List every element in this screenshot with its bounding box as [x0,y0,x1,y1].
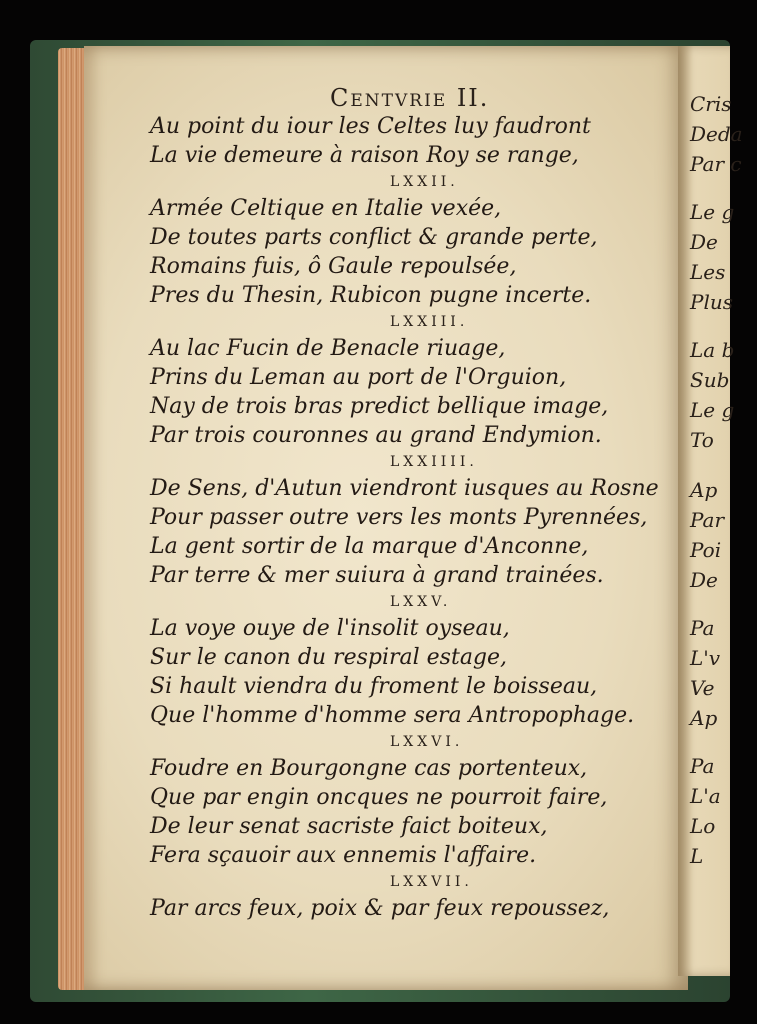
facing-page-fragment: La b [690,338,735,362]
verse-line: Pour passer outre vers les monts Pyrennées, [150,505,648,530]
facing-page-fragment: Le g [690,398,735,422]
verse-line: Armée Celtique en Italie vexée, [150,196,502,221]
verse-line: De leur senat sacriste faict boiteux, [150,814,548,839]
verse-line: Par terre & mer suiura à grand trainées. [150,563,604,588]
facing-page-fragment: Lo [690,814,716,838]
facing-page-fragment: Les [690,260,726,284]
facing-page-fragment: L'a [690,784,721,808]
verse-line: Foudre en Bourgongne cas portenteux, [150,756,588,781]
facing-page-fragment: Sub [690,368,730,392]
verse-line: Fera sçauoir aux ennemis l'affaire. [150,843,537,868]
verse-line: Romains fuis, ô Gaule repoulsée, [150,254,517,279]
facing-page-fragment: Le g [690,200,735,224]
quatrain-number: LXXV. [390,594,452,610]
quatrain-number: LXXVI. [390,734,464,750]
facing-page-fragment: Deda [690,122,743,146]
facing-page-fragment: Pa [690,616,715,640]
facing-page-fragment: Plus [690,290,733,314]
facing-page-fragment: L [690,844,704,868]
verse-line: Au point du iour les Celtes luy faudront [150,114,591,139]
facing-page-fragment: Ap [690,706,718,730]
verse-line: Par arcs feux, poix & par feux repoussez, [150,896,610,921]
facing-page-fragment: To [690,428,714,452]
verse-line: Que l'homme d'homme sera Antropophage. [150,703,635,728]
verse-line: De Sens, d'Autun viendront iusques au Rosne [150,476,659,501]
facing-page-fragment: L'v [690,646,721,670]
verse-line: Sur le canon du respiral estage, [150,645,508,670]
verse-line: Si hault viendra du froment le boisseau, [150,674,598,699]
facing-page-fragment: Pa [690,754,715,778]
verse-text [150,112,690,923]
verse-line: La voye ouye de l'insolit oyseau, [150,616,510,641]
quatrain-number: LXXVII. [390,874,473,890]
verse-line: Par trois couronnes au grand Endymion. [150,423,602,448]
verse-line: Au lac Fucin de Benacle riuage, [150,336,506,361]
facing-page-fragment: Cris [690,92,732,116]
quatrain-number: LXXII. [390,174,459,190]
facing-page-fragment: Ve [690,676,715,700]
facing-page-fragment: De [690,568,718,592]
verse-line: De toutes parts conflict & grande perte, [150,225,598,250]
facing-page-fragment: De [690,230,718,254]
verse-line: Prins du Leman au port de l'Orguion, [150,365,567,390]
quatrain-number: LXXIII. [390,314,469,330]
verse-line: La gent sortir de la marque d'Anconne, [150,534,589,559]
verse-line: La vie demeure à raison Roy se range, [150,143,579,168]
quatrain-number: LXXIIII. [390,454,478,470]
verse-line: Nay de trois bras predict bellique image, [150,394,609,419]
verse-line: Que par engin oncques ne pourroit faire, [150,785,608,810]
facing-page-fragment: Ap [690,478,718,502]
facing-page-fragment: Par c [690,152,742,176]
verse-line: Pres du Thesin, Rubicon pugne incerte. [150,283,592,308]
facing-page-fragment: Poi [690,538,722,562]
page-header: Centvrie II. [330,84,490,112]
facing-page-fragment: Par [690,508,725,532]
